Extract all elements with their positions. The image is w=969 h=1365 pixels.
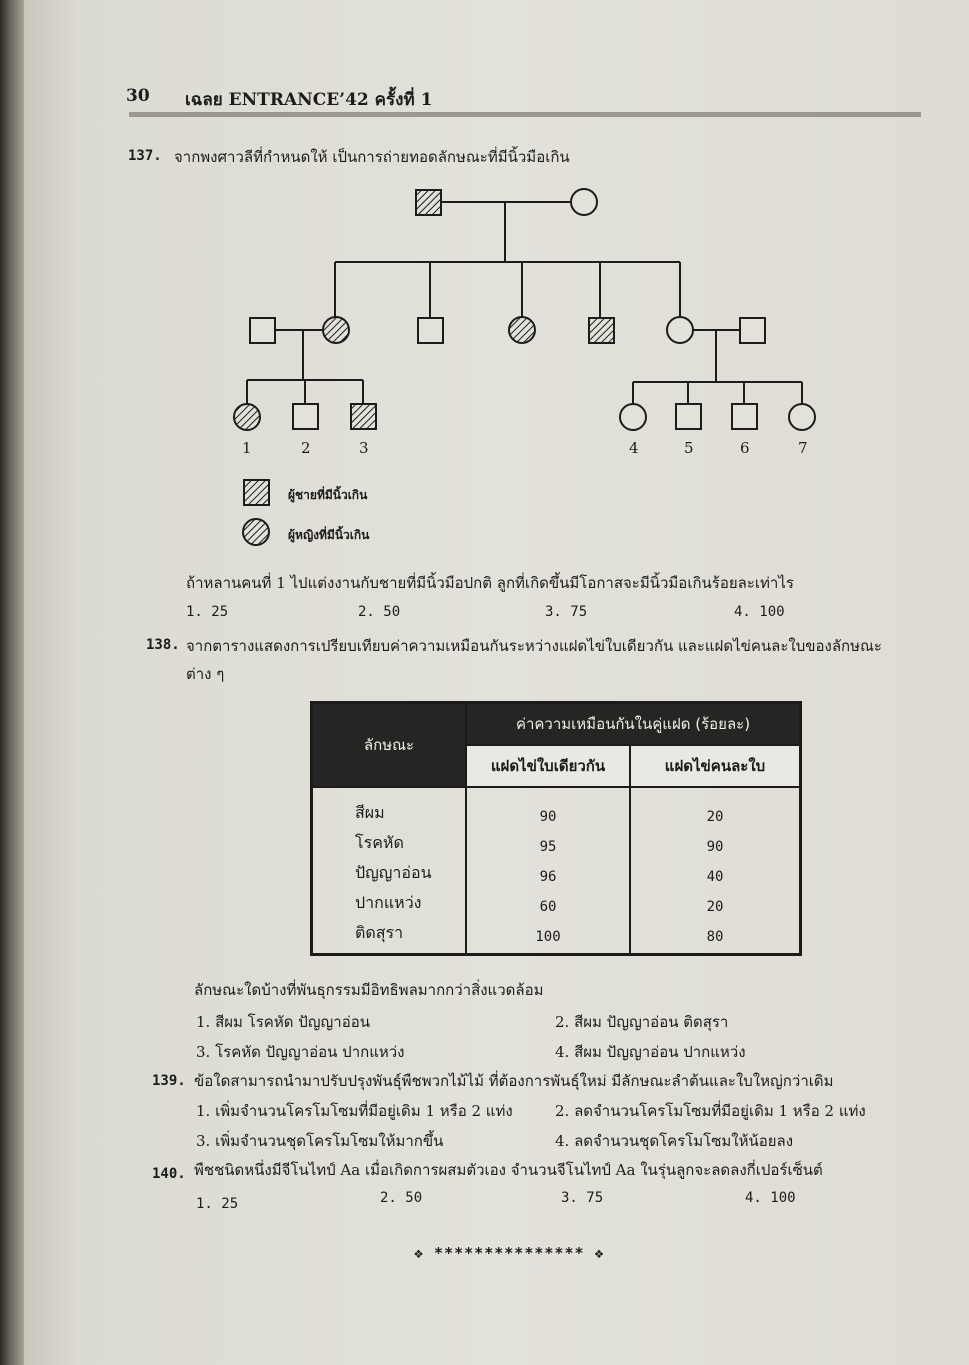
table-cell-trait: โรคหัด bbox=[355, 832, 404, 852]
pedigree-male bbox=[418, 318, 443, 343]
pedigree-label: 4 bbox=[629, 439, 639, 457]
pedigree-male bbox=[250, 318, 275, 343]
table-cell-value: 100 bbox=[535, 928, 561, 945]
table-cell-trait: ติดสุรา bbox=[355, 922, 404, 942]
table-cell-value: 60 bbox=[539, 898, 557, 915]
table-cell-trait: ปากแหว่ง bbox=[355, 892, 422, 912]
pedigree-affected-male bbox=[589, 318, 614, 343]
q140-option: 2. 50 bbox=[380, 1190, 423, 1206]
pedigree-female bbox=[620, 404, 646, 430]
q139-option: 1. เพิ่มจำนวนโครโมโซมที่มีอยู่เดิม 1 หรือ 2 แท่ง bbox=[196, 1102, 513, 1120]
q138-text-line1: จากตารางแสดงการเปรียบเทียบค่าความเหมือนกันระหว่างแฝดไข่ใบเดียวกัน และแฝดไข่คนละใบของลักษณะ bbox=[186, 637, 882, 655]
pedigree-affected-male bbox=[416, 190, 441, 215]
pedigree-affected-male bbox=[351, 404, 376, 429]
table-header-identical: แฝดไข่ใบเดียวกัน bbox=[466, 745, 630, 787]
table-cell-value: 40 bbox=[706, 868, 724, 885]
pedigree-label: 2 bbox=[301, 439, 311, 457]
q137-option: 4. 100 bbox=[734, 604, 785, 620]
pedigree-label: 6 bbox=[740, 439, 750, 457]
q138-option: 1. สีผม โรคหัด ปัญญาอ่อน bbox=[196, 1013, 371, 1031]
q140-option: 1. 25 bbox=[196, 1196, 239, 1212]
pedigree-label: 1 bbox=[242, 439, 252, 457]
twin-comparison-table bbox=[310, 701, 802, 956]
q139-text: ข้อใดสามารถนำมาปรับปรุงพันธุ์พืชพวกไม้ไม้ ที่ต้องการพันธุ์ใหม่ มีลักษณะลำต้นและใบใหญ่กว่าเดิม bbox=[194, 1072, 834, 1090]
pedigree-female bbox=[789, 404, 815, 430]
table-fraternal-column bbox=[630, 787, 801, 955]
q139-option: 2. ลดจำนวนโครโมโซมที่มีอยู่เดิม 1 หรือ 2 แท่ง bbox=[555, 1102, 866, 1120]
table-cell-value: 20 bbox=[706, 898, 724, 915]
table-cell-value: 96 bbox=[539, 868, 557, 885]
legend-female-label: ผู้หญิงที่มีนิ้วเกิน bbox=[288, 528, 370, 542]
q138-option: 2. สีผม ปัญญาอ่อน ติดสุรา bbox=[555, 1013, 729, 1031]
q138-option: 4. สีผม ปัญญาอ่อน ปากแหว่ง bbox=[555, 1043, 746, 1061]
table-cell-trait: สีผม bbox=[355, 802, 385, 822]
table-header-fraternal: แฝดไข่คนละใบ bbox=[630, 745, 801, 787]
table-cell-trait: ปัญญาอ่อน bbox=[355, 862, 432, 882]
q140-text: พืชชนิดหนึ่งมีจีโนไทป์ Aa เมื่อเกิดการผสมตัวเอง จำนวนจีโนไทป์ Aa ในรุ่นลูกจะลดลงกี่เปอร์เซ็นต์ bbox=[194, 1161, 823, 1179]
q139-number: 139. bbox=[152, 1073, 186, 1089]
q137-question: ถ้าหลานคนที่ 1 ไปแต่งงานกับชายที่มีนิ้วมือปกติ ลูกที่เกิดขึ้นมีโอกาสจะมีนิ้วมือเกินร้อยละเท่าไร bbox=[186, 574, 794, 592]
q139-option: 4. ลดจำนวนชุดโครโมโซมให้น้อยลง bbox=[555, 1132, 794, 1150]
pedigree-male bbox=[676, 404, 701, 429]
q137-text: จากพงศาวลีที่กำหนดให้ เป็นการถ่ายทอดลักษณะที่มีนิ้วมือเกิน bbox=[174, 148, 570, 166]
table-trait-column bbox=[312, 787, 467, 955]
table-cell-value: 80 bbox=[706, 928, 724, 945]
table-header-trait: ลักษณะ bbox=[312, 703, 467, 787]
q137-option: 3. 75 bbox=[545, 604, 588, 620]
q138-question: ลักษณะใดบ้างที่พันธุกรรมมีอิทธิพลมากกว่าสิ่งแวดล้อม bbox=[194, 981, 544, 999]
book-spine bbox=[0, 0, 24, 1365]
table-identical-column bbox=[466, 787, 630, 955]
book-page bbox=[24, 0, 969, 1365]
pedigree-affected-female bbox=[509, 317, 535, 343]
q140-option: 4. 100 bbox=[745, 1190, 796, 1206]
pedigree-male bbox=[740, 318, 765, 343]
page-number: 30 bbox=[126, 86, 150, 106]
table-cell-value: 20 bbox=[706, 808, 724, 825]
end-ornament: ❖ *************** ❖ bbox=[414, 1244, 605, 1262]
pedigree-label: 5 bbox=[684, 439, 694, 457]
pedigree-female bbox=[571, 189, 597, 215]
table-cell-value: 90 bbox=[539, 808, 557, 825]
pedigree-label: 7 bbox=[798, 439, 808, 457]
pedigree-chart bbox=[24, 0, 969, 560]
q140-number: 140. bbox=[152, 1166, 186, 1182]
table-header-group: ค่าความเหมือนกันในคู่แฝด (ร้อยละ) bbox=[466, 703, 801, 745]
q140-option: 3. 75 bbox=[561, 1190, 604, 1206]
q139-option: 3. เพิ่มจำนวนชุดโครโมโซมให้มากขึ้น bbox=[196, 1132, 444, 1150]
legend-female-symbol bbox=[243, 519, 269, 545]
q138-number: 138. bbox=[146, 637, 180, 653]
pedigree-label: 3 bbox=[359, 439, 369, 457]
q138-text-line2: ต่าง ๆ bbox=[186, 665, 225, 683]
legend-male-symbol bbox=[244, 480, 269, 505]
pedigree-male bbox=[293, 404, 318, 429]
q137-option: 2. 50 bbox=[358, 604, 401, 620]
pedigree-female bbox=[667, 317, 693, 343]
q138-option: 3. โรคหัด ปัญญาอ่อน ปากแหว่ง bbox=[196, 1043, 405, 1061]
page-header-title: เฉลย ENTRANCE’42 ครั้งที่ 1 bbox=[185, 90, 433, 110]
table-cell-value: 90 bbox=[706, 838, 724, 855]
q137-number: 137. bbox=[128, 148, 162, 164]
pedigree-affected-female bbox=[323, 317, 349, 343]
pedigree-affected-female bbox=[234, 404, 260, 430]
q137-option: 1. 25 bbox=[186, 604, 229, 620]
legend-male-label: ผู้ชายที่มีนิ้วเกิน bbox=[288, 488, 368, 502]
pedigree-male bbox=[732, 404, 757, 429]
table-cell-value: 95 bbox=[539, 838, 557, 855]
